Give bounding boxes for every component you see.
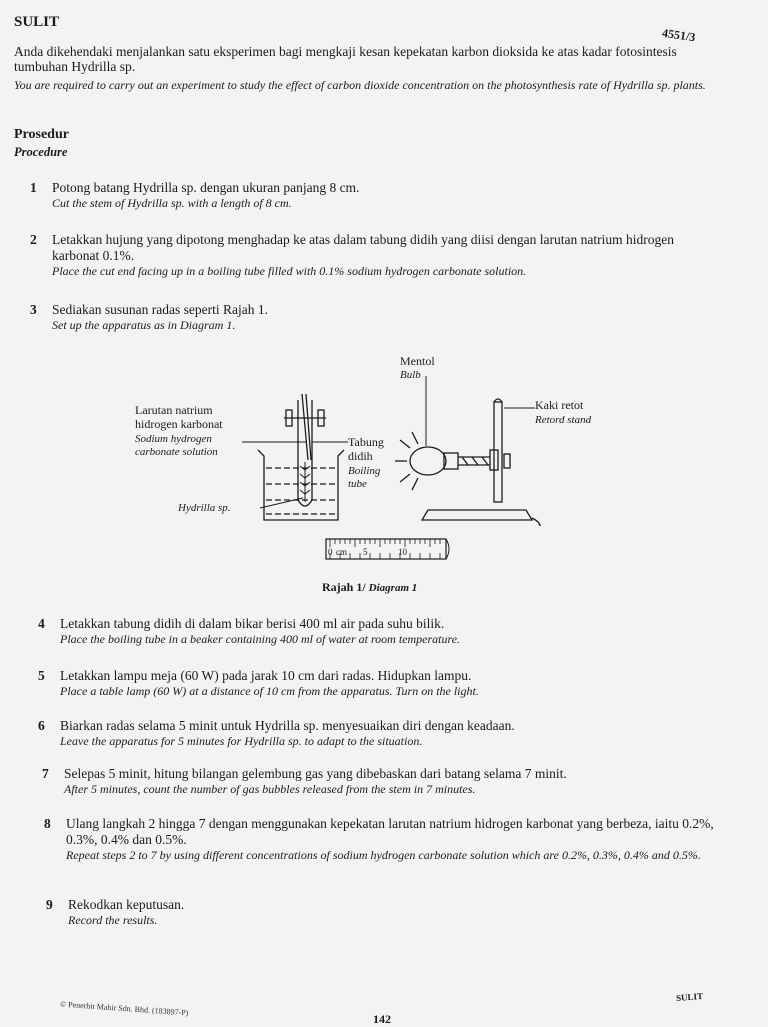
step-text-ms: Letakkan hujung yang dipotong menghadap ke atas dalam tabung didih yang diisi dengan larutan natrium hidrogen karbonat 0.1%. bbox=[52, 232, 674, 263]
ruler-label-0: 0 bbox=[328, 547, 333, 557]
step-text-en: Set up the apparatus as in Diagram 1. bbox=[52, 318, 236, 332]
plant-label: Hydrilla sp. bbox=[178, 502, 231, 514]
paper-code: 4551/3 bbox=[661, 25, 697, 45]
step-number: 5 bbox=[38, 668, 45, 683]
step-number: 9 bbox=[46, 897, 53, 912]
step-text-en: Place the cut end facing up in a boiling tube filled with 0.1% sodium hydrogen carbonate solution. bbox=[52, 264, 527, 278]
stand-label-en: Retord stand bbox=[535, 414, 592, 426]
ruler-label-5: 5 bbox=[363, 547, 368, 557]
hydrilla-plant bbox=[300, 462, 310, 502]
diagram-caption bbox=[322, 580, 417, 595]
step-1 bbox=[30, 180, 730, 211]
bulb-label-ms: Mentol bbox=[400, 354, 435, 368]
step-text-en: Leave the apparatus for 5 minutes for Hydrilla sp. to adapt to the situation. bbox=[60, 734, 423, 748]
step-8 bbox=[44, 816, 716, 863]
step-number: 3 bbox=[30, 302, 37, 317]
step-number: 7 bbox=[42, 766, 49, 781]
step-text-en: Record the results. bbox=[68, 913, 158, 927]
retort-stand bbox=[422, 399, 540, 526]
caption-ms: Rajah 1/ bbox=[322, 580, 366, 594]
solution-label-ms-2: hidrogen karbonat bbox=[135, 417, 223, 431]
step-text-en: Place a table lamp (60 W) at a distance of 10 cm from the apparatus. Turn on the light. bbox=[60, 684, 479, 698]
step-text-ms: Ulang langkah 2 hingga 7 dengan menggunakan kepekatan larutan natrium hidrogen karbonat yang berbeza, iaitu 0.2%, 0.3%, 0.4% dan 0.5%. bbox=[66, 816, 714, 847]
step-text-en: Place the boiling tube in a beaker containing 400 ml of water at room temperature. bbox=[60, 632, 461, 646]
step-text-ms: Selepas 5 minit, hitung bilangan gelembung gas yang dibebaskan dari batang selama 7 minit. bbox=[64, 766, 567, 781]
step-text-en: Repeat steps 2 to 7 by using different concentrations of sodium hydrogen carbonate solution which are 0.2%, 0.3%, 0.4% and 0.5%. bbox=[66, 848, 701, 862]
intro-ms: Anda dikehendaki menjalankan satu eksperimen bagi mengkaji kesan kepekatan karbon dioksida ke atas kadar fotosintesis tumbuhan Hydrilla sp. bbox=[14, 44, 677, 74]
step-6 bbox=[38, 718, 728, 749]
step-number: 4 bbox=[38, 616, 45, 631]
bulb-label-en: Bulb bbox=[400, 369, 421, 381]
step-text-ms: Potong batang Hydrilla sp. dengan ukuran panjang 8 cm. bbox=[52, 180, 360, 195]
step-5 bbox=[38, 668, 728, 699]
step-number: 2 bbox=[30, 232, 37, 247]
step-2 bbox=[30, 232, 720, 279]
step-text-ms: Letakkan lampu meja (60 W) pada jarak 10 cm dari radas. Hidupkan lampu. bbox=[60, 668, 472, 683]
step-number: 6 bbox=[38, 718, 45, 733]
beaker bbox=[258, 450, 344, 520]
section-title: Prosedur bbox=[14, 127, 69, 142]
step-4 bbox=[38, 616, 728, 647]
publisher-line: © Penerbit Mahir Sdn. Bhd. (183897-P) bbox=[59, 999, 189, 1018]
step-text-ms: Sediakan susunan radas seperti Rajah 1. bbox=[52, 302, 268, 317]
intro bbox=[14, 44, 714, 92]
footer-label: SULIT bbox=[675, 990, 704, 1004]
step-text-ms: Biarkan radas selama 5 minit untuk Hydrilla sp. menyesuaikan diri dengan keadaan. bbox=[60, 718, 515, 733]
header-label: SULIT bbox=[14, 14, 60, 30]
tube-label-ms-2: didih bbox=[348, 449, 373, 463]
step-text-ms: Rekodkan keputusan. bbox=[68, 897, 185, 912]
solution-label-en-2: carbonate solution bbox=[135, 446, 218, 458]
page-number: 142 bbox=[373, 1012, 391, 1026]
step-text-en: After 5 minutes, count the number of gas bubbles released from the stem in 7 minutes. bbox=[64, 782, 476, 796]
tube-label-en-2: tube bbox=[348, 478, 367, 490]
apparatus-diagram bbox=[130, 350, 610, 600]
ruler-label-unit: cm bbox=[336, 547, 347, 557]
solution-label-ms-1: Larutan natrium bbox=[135, 403, 213, 417]
stand-label-ms: Kaki retot bbox=[535, 398, 584, 412]
step-3 bbox=[30, 302, 730, 333]
tube-label-ms-1: Tabung bbox=[348, 435, 384, 449]
bulb-icon bbox=[395, 432, 490, 490]
step-7 bbox=[42, 766, 732, 797]
solution-label-en-1: Sodium hydrogen bbox=[135, 433, 212, 445]
step-9 bbox=[46, 897, 726, 928]
ruler-icon bbox=[326, 539, 449, 559]
caption-en: Diagram 1 bbox=[368, 582, 418, 594]
step-number: 1 bbox=[30, 180, 37, 195]
intro-en: You are required to carry out an experiment to study the effect of carbon dioxide concentration on the photosynthesis rate of Hydrilla sp. plants. bbox=[14, 78, 706, 92]
step-text-ms: Letakkan tabung didih di dalam bikar berisi 400 ml air pada suhu bilik. bbox=[60, 616, 445, 631]
step-text-en: Cut the stem of Hydrilla sp. with a length of 8 cm. bbox=[52, 196, 292, 210]
ruler-label-10: 10 bbox=[398, 547, 407, 557]
step-number: 8 bbox=[44, 816, 51, 831]
section-subtitle: Procedure bbox=[14, 145, 68, 159]
tube-label-en-1: Boiling bbox=[348, 465, 381, 477]
